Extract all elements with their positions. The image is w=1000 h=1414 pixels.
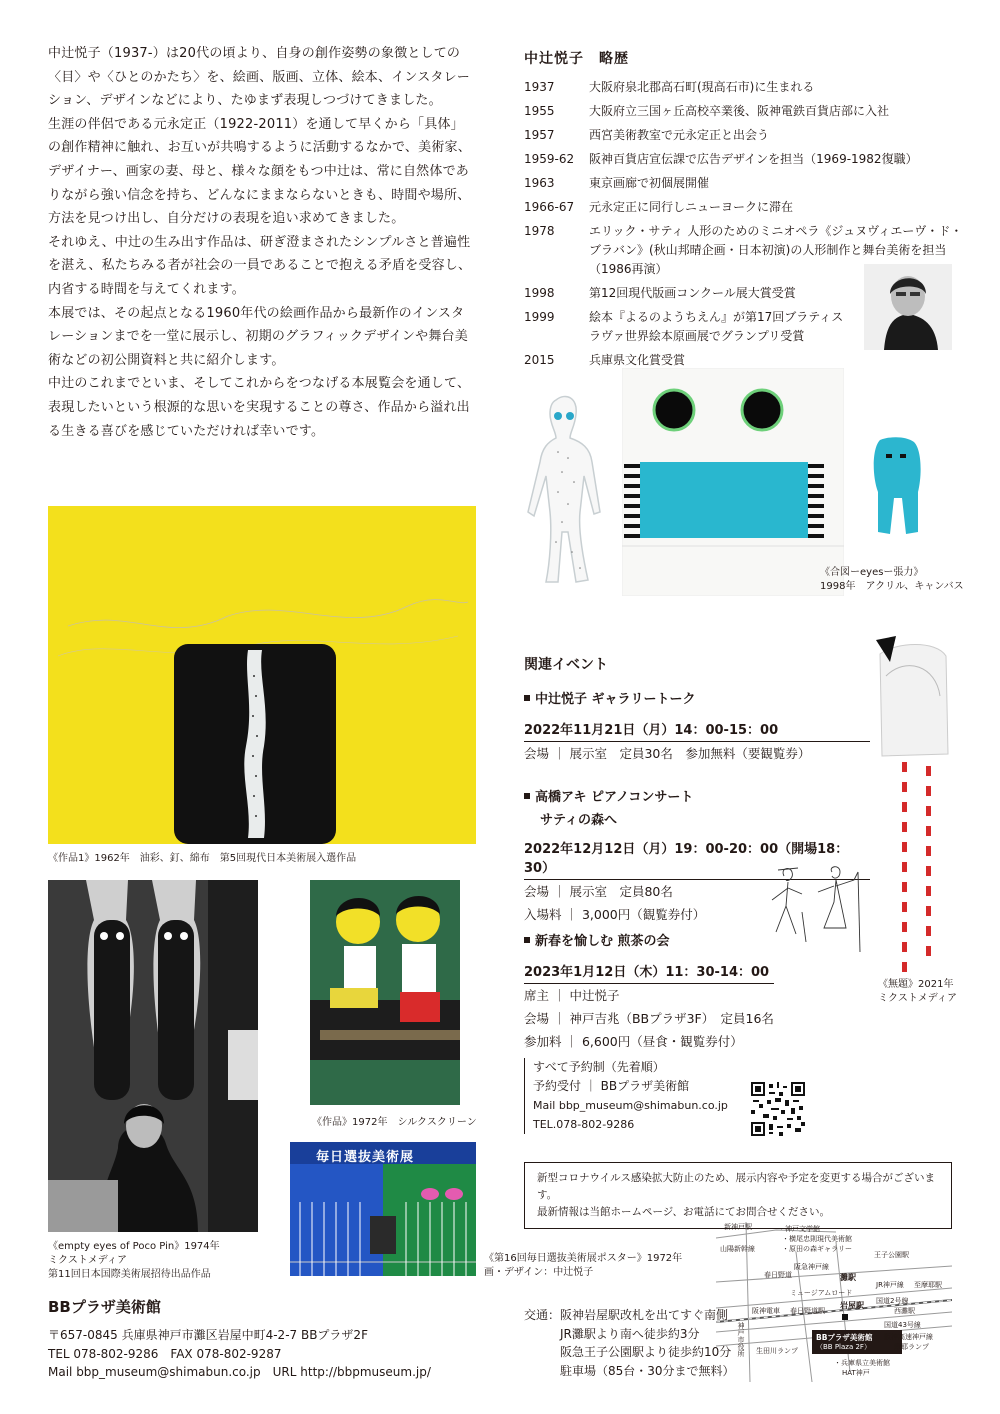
bio-year: 1966-67	[524, 200, 575, 214]
map-label: 灘駅	[840, 1273, 856, 1282]
figure-sketch-drawing	[762, 862, 874, 958]
caption-detail: ミクストメディア	[878, 993, 957, 1004]
empty-eyes-caption	[48, 1240, 220, 1282]
map-label: ・横尾忠則現代美術館	[782, 1235, 852, 1243]
caption-detail: 1998年 アクリル、キャンバス	[820, 581, 964, 592]
event-gallery-talk	[524, 688, 870, 765]
events-heading: 関連イベント	[524, 657, 608, 673]
caption-title: 《合図ーeyesー張力》	[820, 567, 924, 578]
event-date: 2023年1月12日（木）11：30-14：00	[524, 961, 774, 984]
bio-year: 1955	[524, 104, 555, 118]
access-label: 交通：	[524, 1308, 561, 1322]
bio-text: 阪神百貨店宣伝課で広告デザインを担当（1969-1982復職）	[589, 152, 918, 166]
map-label: 阪急神戸線	[794, 1263, 829, 1271]
intro-paragraph: 中辻のこれまでといま、そしてこれからをつなげる本展覧会を通して、表現したいという根源的な思いを実現することの尊さ、作品から溢れ出る生きる喜びを感じていただければ幸いです。	[48, 376, 471, 439]
map-label: 至摩耶駅	[914, 1281, 942, 1289]
poster-title: 毎日選抜美術展	[316, 1150, 415, 1165]
map-label: 岩屋駅	[840, 1301, 864, 1310]
bio-year: 1998	[524, 286, 555, 300]
access-line: 駐車場（85台・30分まで無料）	[560, 1363, 735, 1378]
event-subtitle: サティの森へ	[540, 813, 617, 828]
biography-entry	[524, 102, 964, 121]
bio-text: エリック・サティ 人形のためのミニオペラ《ジュヌヴィエーヴ・ド・ブラバン》(秋山邦晴企画・日本初演)の人形制作と舞台美術を担当（1986再演）	[589, 224, 963, 276]
map-label: 神戸市役所	[737, 1322, 745, 1357]
map-label: HAT神戸	[842, 1369, 870, 1377]
bullet-icon	[524, 937, 530, 943]
access-line: JR灘駅より南へ徒歩約3分	[560, 1326, 700, 1341]
biography-entry	[524, 308, 854, 346]
caption-detail: 画・デザイン：中辻悦子	[484, 1267, 594, 1278]
map-label: 摩耶ランプ	[894, 1343, 929, 1351]
work-1972-silkscreen	[310, 880, 460, 1105]
event-detail: 会場 ｜ 展示室 定員80名	[524, 884, 673, 899]
bullet-icon	[524, 695, 530, 701]
figure-cutout-artwork	[518, 392, 612, 586]
work-1972-caption: 《作品》1972年 シルクスクリーン	[312, 1117, 477, 1128]
bio-year: 2015	[524, 353, 555, 367]
bullet-icon	[524, 793, 530, 799]
intro-paragraph: 中辻悦子（1937-）は20代の頃より、自身の創作姿勢の象徴としての〈目〉や〈ひとのかたち〉を、絵画、版画、立体、絵本、インスタレーション、デザインなどにより、たゆまず表現しつづけてきました。	[48, 46, 471, 109]
map-label: 王子公園駅	[874, 1251, 909, 1259]
bio-text: 元永定正に同行しニューヨークに滞在	[589, 200, 794, 214]
bio-text: 西宮美術教室で元永定正と出会う	[589, 128, 770, 142]
map-label: ・兵庫県立美術館	[834, 1359, 890, 1367]
map-label: 国道43号線	[884, 1321, 921, 1329]
notice-line: 最新情報は当館ホームページ、お電話にてお問合せください。	[537, 1206, 830, 1218]
map-label: 生田川ランプ	[756, 1347, 798, 1355]
bio-year: 1937	[524, 80, 555, 94]
bio-text: 第12回現代版画コンクール展大賞受賞	[589, 286, 796, 300]
biography-entry	[524, 198, 964, 217]
event-detail: 参加料 ｜ 6,600円（昼食・観覧券付）	[524, 1034, 743, 1049]
museum-address-block	[48, 1326, 431, 1382]
map-label: 阪神電車	[752, 1307, 780, 1315]
reservation-line: すべて予約制（先着順）	[533, 1060, 665, 1074]
access-line: 阪神岩屋駅改札を出てすぐ南側	[560, 1308, 729, 1322]
events-section	[524, 654, 874, 674]
bio-text: 東京画廊で初個展開催	[589, 176, 710, 190]
access-map[interactable]	[716, 1222, 952, 1382]
caption-detail: 第11回日本国際美術展招待出品作品	[48, 1269, 211, 1280]
event-title: 高橋アキ ピアノコンサート	[535, 790, 694, 805]
bio-year: 1978	[524, 224, 555, 238]
untitled-2021-artwork	[876, 636, 952, 972]
museum-name: BBプラザ美術館	[48, 1298, 161, 1316]
caption-title: 《empty eyes of Poco Pin》1974年	[48, 1241, 220, 1252]
map-museum-label: BBプラザ美術館	[816, 1333, 873, 1342]
untitled-caption	[878, 978, 957, 1006]
eyes-artwork-caption	[820, 566, 964, 594]
map-label: 国道2号線	[876, 1297, 909, 1305]
reservation-line: 予約受付 ｜ BBプラザ美術館	[533, 1079, 690, 1093]
event-title: 中辻悦子 ギャラリートーク	[535, 692, 696, 707]
map-label: 新神戸駅	[724, 1223, 752, 1231]
museum-mail-url[interactable]: Mail bbp_museum@shimabun.co.jp URL http://bbpmuseum.jp/	[48, 1365, 431, 1379]
event-detail: 入場料 ｜ 3,000円（観覧券付）	[524, 907, 706, 922]
museum-tel-fax: TEL 078-802-9286 FAX 078-802-9287	[48, 1346, 282, 1361]
covid-notice	[524, 1162, 952, 1229]
map-label: 阪神高速神戸線	[884, 1333, 933, 1341]
bio-text: 大阪府立三国ヶ丘高校卒業後、阪神電鉄百貨店部に入社	[589, 104, 890, 118]
event-detail: 会場 ｜ 神戸吉兆（BBプラザ3F） 定員16名	[524, 1011, 774, 1026]
intro-paragraph: それゆえ、中辻の生み出す作品は、研ぎ澄まされたシンプルさと普遍性を湛え、私たちみる者が社会の一員であることで抱える矛盾を受容し、内省する時間を与えてくれます。	[48, 234, 472, 297]
empty-eyes-photo	[48, 880, 258, 1232]
event-title: 新春を愉しむ 煎茶の会	[535, 934, 670, 949]
biography-entry	[524, 174, 964, 193]
event-date: 2022年11月21日（月）14：00-15：00	[524, 719, 870, 742]
bio-text: 大阪府泉北郡高石町(現高石市)に生まれる	[589, 80, 815, 94]
map-label: ・神戸文学館	[778, 1225, 820, 1233]
map-label: ミュージアムロード	[790, 1289, 853, 1297]
bio-text: 兵庫県文化賞受賞	[589, 353, 686, 367]
map-label: ・原田の森ギャラリー	[782, 1245, 852, 1253]
intro-paragraph: 本展では、その起点となる1960年代の絵画作品から最新作のインスタレーションまでを一堂に展示し、初期のグラフィックデザインや舞台美術などの初公開資料と共に紹介します。	[48, 305, 468, 368]
caption-title: 《第16回毎日選抜美術展ポスター》1972年	[484, 1253, 683, 1264]
access-info	[524, 1306, 735, 1380]
event-detail: 会場 ｜ 展示室 定員30名 参加無料（要観覧券）	[524, 746, 811, 761]
caption-title: 《無題》2021年	[878, 979, 954, 990]
mainichi-poster	[290, 1142, 476, 1276]
qr-code-icon[interactable]	[751, 1082, 805, 1136]
intro-paragraph: 生涯の伴侶である元永定正（1922-2011）を通して早くから「具体」の創作精神に触れ、お互いが共鳴するように活動するなかで、美術家、デザイナー、画家の妻、母と、様々な顔をもつ中辻は、常に自然体でありながら強い信念を持ち、どんなにままならないときも、時間や場所、方法を見つけ出し、自分だけの表現を追い求めてきました。	[48, 116, 471, 227]
map-label: JR神戸線	[876, 1281, 904, 1289]
bio-text: 絵本『よるのようちえん』が第17回ブラティスラヴァ世界絵本原画展でグランプリ受賞	[589, 310, 844, 343]
work1-painting	[48, 506, 476, 844]
map-label: 春日野道	[764, 1271, 792, 1279]
map-label: 西灘駅	[894, 1307, 915, 1315]
caption-detail: ミクストメディア	[48, 1255, 127, 1266]
reservation-info	[524, 1058, 743, 1134]
museum-address: 〒657-0845 兵庫県神戸市灘区岩屋中町4-2-7 BBプラザ2F	[48, 1328, 368, 1342]
artist-portrait-photo	[864, 264, 952, 350]
map-label: 春日野道駅	[790, 1307, 825, 1315]
eyes-tension-artwork	[622, 368, 844, 596]
event-date: 2022年12月12日（月）19：00-20：00（開場18：30）	[524, 838, 870, 880]
reservation-tel: TEL.078-802-9286	[533, 1118, 635, 1131]
bio-year: 1999	[524, 310, 555, 324]
biography-entry	[524, 78, 964, 97]
map-museum-sublabel: （BB Plaza 2F）	[816, 1343, 871, 1351]
bio-year: 1963	[524, 176, 555, 190]
bio-year: 1959-62	[524, 152, 575, 166]
map-label: 山陽新幹線	[720, 1245, 755, 1253]
intro-text	[48, 42, 476, 443]
event-detail: 席主 ｜ 中辻悦子	[524, 988, 620, 1003]
biography-title: 中辻悦子 略歴	[524, 51, 629, 67]
biography-entry	[524, 126, 964, 145]
poster-caption	[484, 1252, 682, 1280]
notice-line: 新型コロナウイルス感染拡大防止のため、展示内容や予定を変更する場合がございます。	[537, 1172, 935, 1201]
blue-figure-artwork	[866, 436, 928, 536]
access-line: 阪急王子公園駅より徒歩約10分	[560, 1345, 732, 1359]
reservation-mail[interactable]: Mail bbp_museum@shimabun.co.jp	[533, 1099, 728, 1112]
event-tea-ceremony	[524, 930, 774, 1053]
bio-year: 1957	[524, 128, 555, 142]
work1-caption: 《作品1》1962年 油彩、釘、綿布 第5回現代日本美術展入選作品	[48, 853, 357, 864]
biography-entry	[524, 150, 964, 169]
